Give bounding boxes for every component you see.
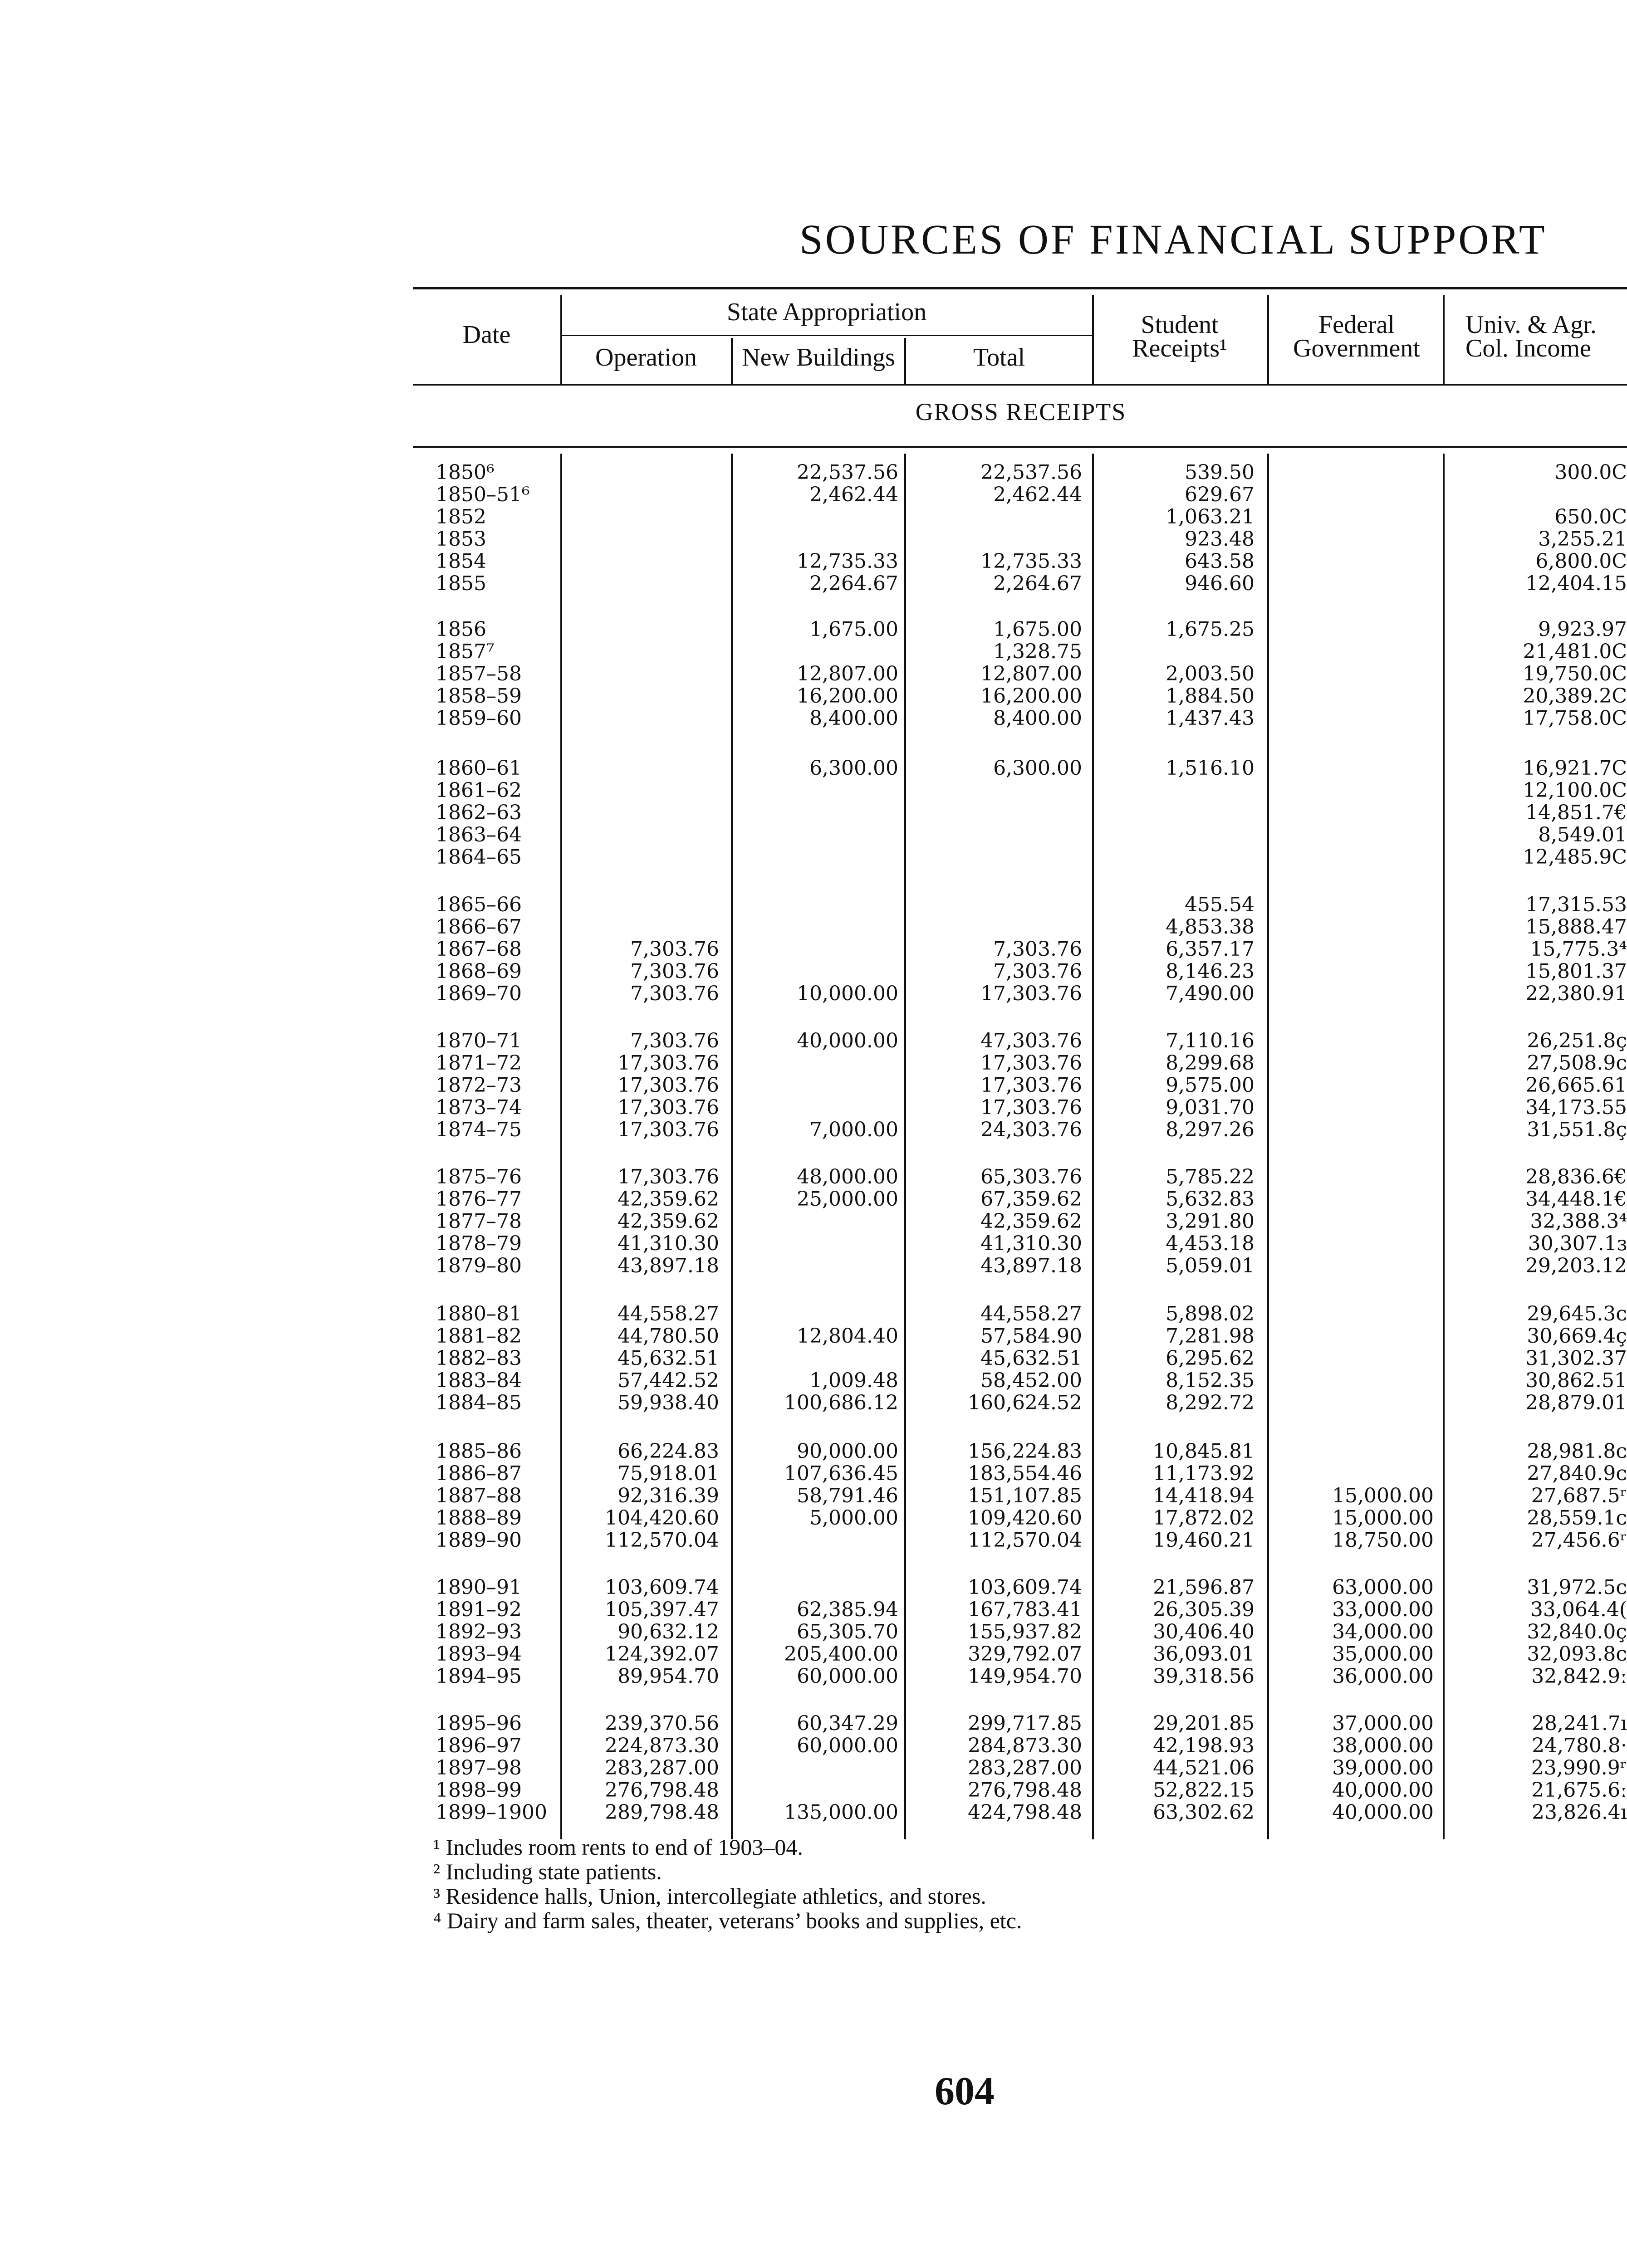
- univ-income-cell: 24,780.8·: [1532, 1735, 1627, 1757]
- student-receipts-cell: 455.54: [1185, 893, 1255, 916]
- date-cell: 1859–60: [436, 707, 522, 730]
- univ-income-cell: 12,404.15: [1525, 572, 1627, 595]
- footnote: ¹ Includes room rents to end of 1903–04.: [433, 1834, 803, 1860]
- univ-income-cell: 17,758.0C: [1523, 707, 1627, 729]
- date-cell: 1872–73: [436, 1074, 522, 1097]
- total-cell: 42,359.62: [980, 1210, 1082, 1233]
- operation-cell: 105,397.47: [605, 1598, 719, 1621]
- date-cell: 1853: [436, 528, 486, 551]
- total-cell: 8,400.00: [993, 707, 1082, 730]
- student-receipts-cell: 8,146.23: [1166, 960, 1255, 983]
- total-cell: 1,328.75: [993, 640, 1082, 663]
- student-receipts-cell: 629.67: [1185, 483, 1255, 506]
- univ-income-cell: 9,923.97: [1538, 618, 1627, 640]
- total-cell: 156,224.83: [968, 1440, 1082, 1463]
- student-receipts-cell: 39,318.56: [1153, 1665, 1255, 1688]
- header-date: Date: [462, 321, 511, 349]
- total-cell: 44,558.27: [980, 1302, 1082, 1325]
- operation-cell: 112,570.04: [605, 1529, 719, 1552]
- operation-cell: 59,938.40: [617, 1391, 719, 1414]
- total-cell: 6,300.00: [993, 757, 1082, 780]
- date-cell: 1857–58: [436, 662, 522, 685]
- univ-income-cell: 3,255.21: [1538, 528, 1627, 550]
- univ-income-cell: 27,456.6ʳ: [1531, 1529, 1627, 1551]
- total-cell: 283,287.00: [968, 1756, 1082, 1779]
- student-receipts-cell: 2,003.50: [1166, 662, 1255, 685]
- total-cell: 299,717.85: [968, 1712, 1082, 1735]
- univ-income-cell: 32,840.0ç: [1527, 1621, 1627, 1643]
- total-cell: 112,570.04: [968, 1529, 1082, 1552]
- student-receipts-cell: 923.48: [1185, 528, 1255, 551]
- student-receipts-cell: 643.58: [1185, 550, 1255, 573]
- total-cell: 17,303.76: [980, 1051, 1082, 1075]
- header-univ-agr: Univ. & Agr. Col. Income: [1465, 311, 1597, 362]
- univ-income-cell: 15,888.47: [1525, 916, 1627, 938]
- student-receipts-cell: 10,845.81: [1153, 1440, 1255, 1463]
- univ-income-cell: 16,921.7C: [1523, 757, 1627, 779]
- operation-cell: 7,303.76: [630, 960, 719, 983]
- date-cell: 1886–87: [436, 1462, 522, 1485]
- new-buildings-cell: 100,686.12: [784, 1391, 898, 1414]
- date-cell: 1869–70: [436, 982, 522, 1005]
- date-cell: 1877–78: [436, 1210, 522, 1233]
- student-receipts-cell: 26,305.39: [1153, 1598, 1255, 1621]
- federal-cell: 63,000.00: [1332, 1576, 1434, 1599]
- total-cell: 1,675.00: [993, 618, 1082, 641]
- total-cell: 7,303.76: [993, 960, 1082, 983]
- operation-cell: 75,918.01: [617, 1462, 719, 1485]
- univ-income-cell: 27,508.9ᴄ: [1527, 1052, 1627, 1074]
- student-receipts-cell: 539.50: [1185, 461, 1255, 484]
- student-receipts-cell: 17,872.02: [1153, 1506, 1255, 1530]
- total-cell: 43,897.18: [980, 1254, 1082, 1277]
- univ-income-cell: 300.0C: [1554, 461, 1627, 484]
- header-total: Total: [973, 343, 1025, 371]
- total-cell: 12,807.00: [980, 662, 1082, 685]
- date-cell: 1861–62: [436, 779, 522, 802]
- univ-income-cell: 28,559.1ᴄ: [1527, 1507, 1627, 1529]
- federal-cell: 40,000.00: [1332, 1779, 1434, 1802]
- new-buildings-cell: 10,000.00: [797, 982, 898, 1005]
- date-cell: 1879–80: [436, 1254, 522, 1277]
- student-receipts-cell: 36,093.01: [1153, 1642, 1255, 1666]
- total-cell: 17,303.76: [980, 1096, 1082, 1119]
- header-sep: [1092, 295, 1094, 384]
- student-receipts-cell: 11,173.92: [1153, 1462, 1255, 1485]
- new-buildings-cell: 58,791.46: [797, 1484, 898, 1507]
- new-buildings-cell: 62,385.94: [797, 1598, 898, 1621]
- date-cell: 1873–74: [436, 1096, 522, 1119]
- operation-cell: 57,442.52: [617, 1369, 719, 1392]
- section-rule: [413, 446, 1627, 448]
- student-receipts-cell: 5,632.83: [1166, 1188, 1255, 1211]
- univ-income-cell: 6,800.0C: [1535, 550, 1627, 572]
- section-label: GROSS RECEIPTS: [915, 398, 1127, 425]
- date-cell: 1892–93: [436, 1620, 522, 1643]
- student-receipts-cell: 30,406.40: [1153, 1620, 1255, 1643]
- student-receipts-cell: 1,675.25: [1166, 618, 1255, 641]
- new-buildings-cell: 135,000.00: [784, 1801, 898, 1824]
- univ-income-cell: 15,775.3⁴: [1530, 938, 1627, 960]
- date-cell: 1875–76: [436, 1165, 522, 1188]
- date-cell: 1864–65: [436, 846, 522, 869]
- univ-income-cell: 23,990.9ʳ: [1531, 1757, 1627, 1779]
- federal-cell: 37,000.00: [1332, 1712, 1434, 1735]
- new-buildings-cell: 65,305.70: [797, 1620, 898, 1643]
- body-sep: [560, 454, 562, 1839]
- total-cell: 424,798.48: [968, 1801, 1082, 1824]
- date-cell: 1889–90: [436, 1529, 522, 1552]
- student-receipts-cell: 9,575.00: [1166, 1074, 1255, 1097]
- header-sep: [1267, 295, 1269, 384]
- total-cell: 160,624.52: [968, 1391, 1082, 1414]
- date-cell: 1878–79: [436, 1232, 522, 1255]
- student-receipts-cell: 8,152.35: [1166, 1369, 1255, 1392]
- body-sep: [731, 454, 733, 1839]
- univ-income-cell: 21,481.0C: [1523, 640, 1627, 663]
- univ-income-cell: 31,302.37: [1525, 1347, 1627, 1369]
- date-cell: 1855: [436, 572, 486, 595]
- student-receipts-cell: 8,299.68: [1166, 1051, 1255, 1075]
- body-sep: [1092, 454, 1094, 1839]
- univ-income-cell: 31,972.5ᴄ: [1527, 1576, 1627, 1598]
- date-cell: 1858–59: [436, 684, 522, 708]
- date-cell: 1868–69: [436, 960, 522, 983]
- federal-cell: 40,000.00: [1332, 1801, 1434, 1824]
- new-buildings-cell: 60,347.29: [797, 1712, 898, 1735]
- date-cell: 1883–84: [436, 1369, 522, 1392]
- univ-income-cell: 30,862.51: [1525, 1369, 1627, 1392]
- total-cell: 167,783.41: [968, 1598, 1082, 1621]
- student-receipts-cell: 4,453.18: [1166, 1232, 1255, 1255]
- student-receipts-cell: 4,853.38: [1166, 915, 1255, 938]
- date-cell: 1898–99: [436, 1779, 522, 1802]
- operation-cell: 92,316.39: [617, 1484, 719, 1507]
- operation-cell: 17,303.76: [617, 1096, 719, 1119]
- date-cell: 1871–72: [436, 1051, 522, 1075]
- operation-cell: 89,954.70: [617, 1665, 719, 1688]
- date-cell: 1893–94: [436, 1642, 522, 1666]
- header-student-receipts: Student Receipts¹: [1132, 311, 1227, 362]
- total-cell: 155,937.82: [968, 1620, 1082, 1643]
- univ-income-cell: 28,241.7ı: [1531, 1712, 1627, 1735]
- student-receipts-cell: 6,357.17: [1166, 938, 1255, 961]
- operation-cell: 17,303.76: [617, 1118, 719, 1141]
- total-cell: 149,954.70: [968, 1665, 1082, 1688]
- new-buildings-cell: 107,636.45: [784, 1462, 898, 1485]
- date-cell: 1874–75: [436, 1118, 522, 1141]
- new-buildings-cell: 40,000.00: [797, 1029, 898, 1052]
- univ-income-cell: 33,064.4(: [1530, 1598, 1627, 1621]
- header-state-appropriation: State Appropriation: [726, 298, 927, 326]
- total-cell: 45,632.51: [980, 1347, 1082, 1370]
- total-cell: 2,462.44: [993, 483, 1082, 506]
- footnote: ² Including state patients.: [433, 1859, 662, 1884]
- date-cell: 1896–97: [436, 1734, 522, 1757]
- univ-income-cell: 27,840.9ᴄ: [1527, 1462, 1627, 1485]
- header-operation: Operation: [595, 343, 697, 371]
- total-cell: 7,303.76: [993, 938, 1082, 961]
- new-buildings-cell: 6,300.00: [809, 757, 898, 780]
- univ-income-cell: 23,826.4ı: [1531, 1801, 1627, 1823]
- date-cell: 1891–92: [436, 1598, 522, 1621]
- univ-income-cell: 32,093.8ᴄ: [1527, 1643, 1627, 1665]
- operation-cell: 17,303.76: [617, 1074, 719, 1097]
- total-cell: 151,107.85: [968, 1484, 1082, 1507]
- univ-income-cell: 34,448.1€: [1525, 1188, 1627, 1210]
- univ-income-cell: 28,879.01: [1525, 1392, 1627, 1414]
- new-buildings-cell: 205,400.00: [784, 1642, 898, 1666]
- date-cell: 1854: [436, 550, 486, 573]
- new-buildings-cell: 22,537.56: [797, 461, 898, 484]
- student-receipts-cell: 8,297.26: [1166, 1118, 1255, 1141]
- total-cell: 24,303.76: [980, 1118, 1082, 1141]
- univ-income-cell: 27,687.5ʳ: [1531, 1485, 1627, 1507]
- univ-income-cell: 30,307.1ɜ: [1528, 1232, 1627, 1255]
- footnote: ³ Residence halls, Union, intercollegiate athletics, and stores.: [433, 1883, 986, 1909]
- operation-cell: 283,287.00: [605, 1756, 719, 1779]
- student-receipts-cell: 5,059.01: [1166, 1254, 1255, 1277]
- date-cell: 1860–61: [436, 757, 522, 780]
- date-cell: 1894–95: [436, 1665, 522, 1688]
- student-receipts-cell: 21,596.87: [1153, 1576, 1255, 1599]
- federal-cell: 33,000.00: [1332, 1598, 1434, 1621]
- date-cell: 1880–81: [436, 1302, 522, 1325]
- date-cell: 1850–51⁶: [436, 483, 530, 506]
- date-cell: 1897–98: [436, 1756, 522, 1779]
- total-cell: 284,873.30: [968, 1734, 1082, 1757]
- student-receipts-cell: 7,281.98: [1166, 1325, 1255, 1348]
- date-cell: 1870–71: [436, 1029, 522, 1052]
- header-federal-government: Federal Government: [1293, 311, 1420, 362]
- date-cell: 1852: [436, 505, 486, 528]
- student-receipts-cell: 7,490.00: [1166, 982, 1255, 1005]
- new-buildings-cell: 1,675.00: [809, 618, 898, 641]
- total-cell: 183,554.46: [968, 1462, 1082, 1485]
- total-cell: 16,200.00: [980, 684, 1082, 708]
- student-receipts-cell: 8,292.72: [1166, 1391, 1255, 1414]
- table-top-rule: [413, 287, 1627, 289]
- total-cell: 276,798.48: [968, 1779, 1082, 1802]
- total-cell: 65,303.76: [980, 1165, 1082, 1188]
- new-buildings-cell: 25,000.00: [797, 1188, 898, 1211]
- date-cell: 1865–66: [436, 893, 522, 916]
- header-new-buildings: New Buildings: [742, 343, 895, 371]
- total-cell: 47,303.76: [980, 1029, 1082, 1052]
- univ-income-cell: 14,851.7€: [1525, 802, 1627, 824]
- total-cell: 57,584.90: [980, 1325, 1082, 1348]
- student-receipts-cell: 6,295.62: [1166, 1347, 1255, 1370]
- date-cell: 1887–88: [436, 1484, 522, 1507]
- univ-income-cell: 8,549.01: [1538, 824, 1627, 846]
- date-cell: 1850⁶: [436, 461, 495, 484]
- student-receipts-cell: 5,785.22: [1166, 1165, 1255, 1188]
- student-receipts-cell: 63,302.62: [1153, 1801, 1255, 1824]
- univ-income-cell: 19,750.0C: [1523, 663, 1627, 685]
- operation-cell: 44,780.50: [617, 1325, 719, 1348]
- date-cell: 1899–1900: [436, 1801, 547, 1824]
- new-buildings-cell: 1,009.48: [809, 1369, 898, 1392]
- operation-cell: 66,224.83: [617, 1440, 719, 1463]
- univ-income-cell: 34,173.55: [1525, 1096, 1627, 1119]
- date-cell: 1884–85: [436, 1391, 522, 1414]
- new-buildings-cell: 60,000.00: [797, 1665, 898, 1688]
- operation-cell: 7,303.76: [630, 938, 719, 961]
- federal-cell: 34,000.00: [1332, 1620, 1434, 1643]
- date-cell: 1895–96: [436, 1712, 522, 1735]
- student-receipts-cell: 3,291.80: [1166, 1210, 1255, 1233]
- univ-income-cell: 22,380.91: [1525, 982, 1627, 1005]
- footnotes: [433, 1835, 1022, 1933]
- operation-cell: 45,632.51: [617, 1347, 719, 1370]
- total-cell: 17,303.76: [980, 982, 1082, 1005]
- student-receipts-cell: 14,418.94: [1153, 1484, 1255, 1507]
- operation-cell: 239,370.56: [605, 1712, 719, 1735]
- univ-income-cell: 21,675.6ː: [1531, 1779, 1627, 1801]
- date-cell: 1856: [436, 618, 486, 641]
- operation-cell: 289,798.48: [605, 1801, 719, 1824]
- new-buildings-cell: 7,000.00: [809, 1118, 898, 1141]
- new-buildings-cell: 12,807.00: [797, 662, 898, 685]
- univ-income-cell: 12,100.0C: [1523, 779, 1627, 802]
- date-cell: 1885–86: [436, 1440, 522, 1463]
- student-receipts-cell: 29,201.85: [1153, 1712, 1255, 1735]
- univ-income-cell: 31,551.8ç: [1527, 1119, 1627, 1141]
- univ-income-cell: 650.0C: [1554, 506, 1627, 528]
- operation-cell: 42,359.62: [617, 1210, 719, 1233]
- federal-cell: 35,000.00: [1332, 1642, 1434, 1666]
- operation-cell: 124,392.07: [605, 1642, 719, 1666]
- new-buildings-cell: 8,400.00: [809, 707, 898, 730]
- operation-cell: 103,609.74: [605, 1576, 719, 1599]
- univ-income-cell: 29,203.12: [1525, 1255, 1627, 1277]
- total-cell: 41,310.30: [980, 1232, 1082, 1255]
- date-cell: 1882–83: [436, 1347, 522, 1370]
- student-receipts-cell: 5,898.02: [1166, 1302, 1255, 1325]
- new-buildings-cell: 90,000.00: [797, 1440, 898, 1463]
- student-receipts-cell: 946.60: [1185, 572, 1255, 595]
- univ-income-cell: 28,981.8ᴄ: [1527, 1440, 1627, 1462]
- total-cell: 2,264.67: [993, 572, 1082, 595]
- univ-income-cell: 32,388.3⁴: [1530, 1210, 1627, 1232]
- univ-income-cell: 29,645.3ᴄ: [1527, 1303, 1627, 1325]
- student-receipts-cell: 19,460.21: [1153, 1529, 1255, 1552]
- date-cell: 1866–67: [436, 915, 522, 938]
- new-buildings-cell: 12,735.33: [797, 550, 898, 573]
- operation-cell: 90,632.12: [617, 1620, 719, 1643]
- univ-income-cell: 15,801.37: [1525, 960, 1627, 982]
- total-cell: 109,420.60: [968, 1506, 1082, 1530]
- student-receipts-cell: 1,884.50: [1166, 684, 1255, 708]
- total-cell: 17,303.76: [980, 1074, 1082, 1097]
- univ-income-cell: 26,665.61: [1525, 1074, 1627, 1096]
- page-number: 604: [935, 2069, 995, 2113]
- total-cell: 58,452.00: [980, 1369, 1082, 1392]
- date-cell: 1857⁷: [436, 640, 495, 663]
- univ-income-cell: 17,315.53: [1525, 894, 1627, 916]
- total-cell: 103,609.74: [968, 1576, 1082, 1599]
- total-cell: 67,359.62: [980, 1188, 1082, 1211]
- operation-cell: 41,310.30: [617, 1232, 719, 1255]
- univ-income-cell: 26,251.8ç: [1527, 1030, 1627, 1052]
- total-cell: 22,537.56: [980, 461, 1082, 484]
- operation-cell: 17,303.76: [617, 1051, 719, 1075]
- univ-income-cell: 28,836.6€: [1525, 1166, 1627, 1188]
- footnote: ⁴ Dairy and farm sales, theater, veterans’ books and supplies, etc.: [433, 1908, 1022, 1933]
- new-buildings-cell: 48,000.00: [797, 1165, 898, 1188]
- new-buildings-cell: 16,200.00: [797, 684, 898, 708]
- total-cell: 12,735.33: [980, 550, 1082, 573]
- operation-cell: 7,303.76: [630, 982, 719, 1005]
- body-sep: [904, 454, 906, 1839]
- student-receipts-cell: 1,516.10: [1166, 757, 1255, 780]
- federal-cell: 18,750.00: [1332, 1529, 1434, 1552]
- operation-cell: 44,558.27: [617, 1302, 719, 1325]
- student-receipts-cell: 1,063.21: [1166, 505, 1255, 528]
- new-buildings-cell: 2,462.44: [809, 483, 898, 506]
- univ-income-cell: 30,669.4ç: [1527, 1325, 1627, 1347]
- federal-cell: 15,000.00: [1332, 1506, 1434, 1530]
- univ-income-cell: 20,389.2C: [1523, 685, 1627, 707]
- header-bottom-rule: [413, 384, 1627, 386]
- federal-cell: 38,000.00: [1332, 1734, 1434, 1757]
- federal-cell: 36,000.00: [1332, 1665, 1434, 1688]
- student-receipts-cell: 42,198.93: [1153, 1734, 1255, 1757]
- new-buildings-cell: 2,264.67: [809, 572, 898, 595]
- operation-cell: 276,798.48: [605, 1779, 719, 1802]
- date-cell: 1863–64: [436, 823, 522, 846]
- student-receipts-cell: 7,110.16: [1166, 1029, 1255, 1052]
- federal-cell: 39,000.00: [1332, 1756, 1434, 1779]
- date-cell: 1867–68: [436, 938, 522, 961]
- operation-cell: 17,303.76: [617, 1165, 719, 1188]
- univ-income-cell: 12,485.9C: [1523, 846, 1627, 868]
- univ-income-cell: 32,842.9ː: [1531, 1665, 1627, 1687]
- total-cell: 329,792.07: [968, 1642, 1082, 1666]
- date-cell: 1888–89: [436, 1506, 522, 1530]
- new-buildings-cell: 12,804.40: [797, 1325, 898, 1348]
- student-receipts-cell: 9,031.70: [1166, 1096, 1255, 1119]
- federal-cell: 15,000.00: [1332, 1484, 1434, 1507]
- student-receipts-cell: 52,822.15: [1153, 1779, 1255, 1802]
- student-receipts-cell: 44,521.06: [1153, 1756, 1255, 1779]
- page-title: SOURCES OF FINANCIAL SUPPORT: [799, 216, 1547, 263]
- new-buildings-cell: 5,000.00: [809, 1506, 898, 1530]
- state-appropriation-rule: [561, 335, 1093, 336]
- date-cell: 1890–91: [436, 1576, 522, 1599]
- new-buildings-cell: 60,000.00: [797, 1734, 898, 1757]
- date-cell: 1862–63: [436, 801, 522, 824]
- date-cell: 1881–82: [436, 1325, 522, 1348]
- body-sep: [1267, 454, 1269, 1839]
- operation-cell: 104,420.60: [605, 1506, 719, 1530]
- operation-cell: 42,359.62: [617, 1188, 719, 1211]
- date-cell: 1876–77: [436, 1188, 522, 1211]
- operation-cell: 7,303.76: [630, 1029, 719, 1052]
- operation-cell: 224,873.30: [605, 1734, 719, 1757]
- body-sep: [1443, 454, 1445, 1839]
- operation-cell: 43,897.18: [617, 1254, 719, 1277]
- student-receipts-cell: 1,437.43: [1166, 707, 1255, 730]
- header-sep: [1443, 295, 1445, 384]
